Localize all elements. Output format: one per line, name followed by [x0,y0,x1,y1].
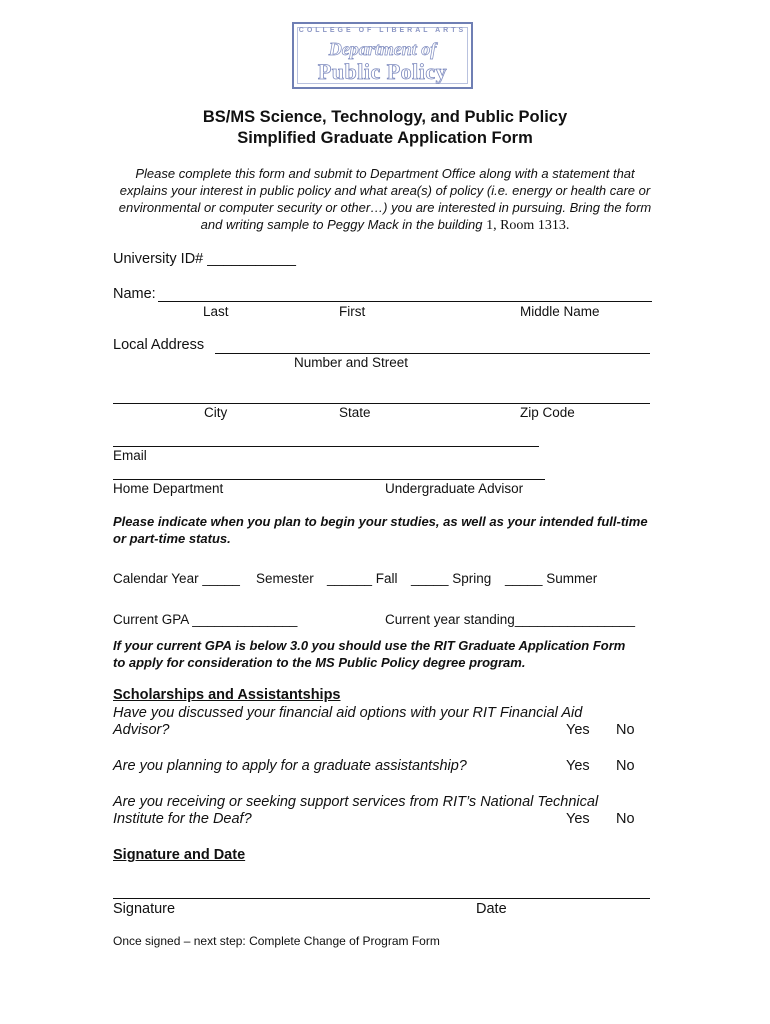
financial-aid-no-option[interactable]: No [616,722,635,738]
next-step-footer: Once signed – next step: Complete Change of Program Form [113,934,440,948]
assistantship-question: Are you planning to apply for a graduate assistantship? [113,758,467,774]
zip-caption: Zip Code [520,405,575,420]
instructions [110,165,660,234]
scholarships-heading: Scholarships and Assistantships [113,687,341,703]
address-input-line[interactable] [215,353,650,354]
fall-option[interactable]: ______ Fall [327,571,398,586]
form-title-line1: BS/MS Science, Technology, and Public Policy [202,108,568,126]
department-advisor-input-line[interactable] [113,479,545,480]
address-street-caption: Number and Street [294,355,409,370]
signature-heading: Signature and Date [113,847,246,863]
financial-aid-question-line1: Have you discussed your financial aid options with your RIT Financial Aid [113,705,583,721]
assistantship-yes-option[interactable]: Yes [566,758,590,774]
home-department-caption: Home Department [113,481,224,496]
signature-caption: Signature [113,901,176,917]
instructions-location: 1, Room 1313. [486,218,570,233]
ntid-question-line2: Institute for the Deaf? [113,811,252,827]
summer-option[interactable]: _____ Summer [505,571,598,586]
email-input-line[interactable] [113,446,539,447]
university-id-field[interactable]: University ID# ___________ [113,251,296,267]
spring-option[interactable]: _____ Spring [411,571,492,586]
signature-input-line[interactable] [113,898,650,899]
ntid-no-option[interactable]: No [616,811,635,827]
semester-label: Semester [256,571,314,586]
name-first-caption: First [339,304,366,319]
gpa-note: If your current GPA is below 3.0 you should use the RIT Graduate Application Form to apply for consideration to the MS Public Policy degree program. [113,638,626,670]
name-input-line[interactable] [158,301,652,302]
date-caption: Date [476,901,507,917]
department-logo [292,22,473,89]
financial-aid-question-line2: Advisor? [113,722,170,738]
name-label: Name: [113,286,156,302]
ntid-yes-option[interactable]: Yes [566,811,590,827]
instructions-text: Please complete this form and submit to Department Office along with a statement that explains your interest in public policy and what area(s) of policy (i.e. energy or health care or environmental or computer security or other…) you are interested in pursuing. Bring the form and writing sample to Peggy Mack in the building [118,166,652,232]
financial-aid-yes-option[interactable]: Yes [566,722,590,738]
name-middle-caption: Middle Name [520,304,600,319]
city-state-zip-input-line[interactable] [113,403,650,404]
email-caption: Email [113,448,147,463]
form-title-line2: Simplified Graduate Application Form [237,129,533,147]
city-caption: City [204,405,228,420]
calendar-year-field[interactable]: Calendar Year _____ [113,571,240,586]
logo-college-text: COLLEGE OF LIBERAL ARTS [298,27,467,34]
ntid-question-line1: Are you receiving or seeking support services from RIT’s National Technical [113,794,599,810]
name-last-caption: Last [203,304,229,319]
studies-start-note: Please indicate when you plan to begin your studies, as well as your intended full-time or part-time status. [113,514,648,546]
logo-public-policy-text: Public Policy [317,59,448,84]
assistantship-no-option[interactable]: No [616,758,635,774]
current-gpa-field[interactable]: Current GPA ______________ [113,612,298,627]
address-label: Local Address [113,337,205,353]
undergraduate-advisor-caption: Undergraduate Advisor [385,481,524,496]
state-caption: State [339,405,371,420]
current-year-standing-field[interactable]: Current year standing________________ [385,612,635,627]
logo-department-text: Department of [328,39,437,59]
